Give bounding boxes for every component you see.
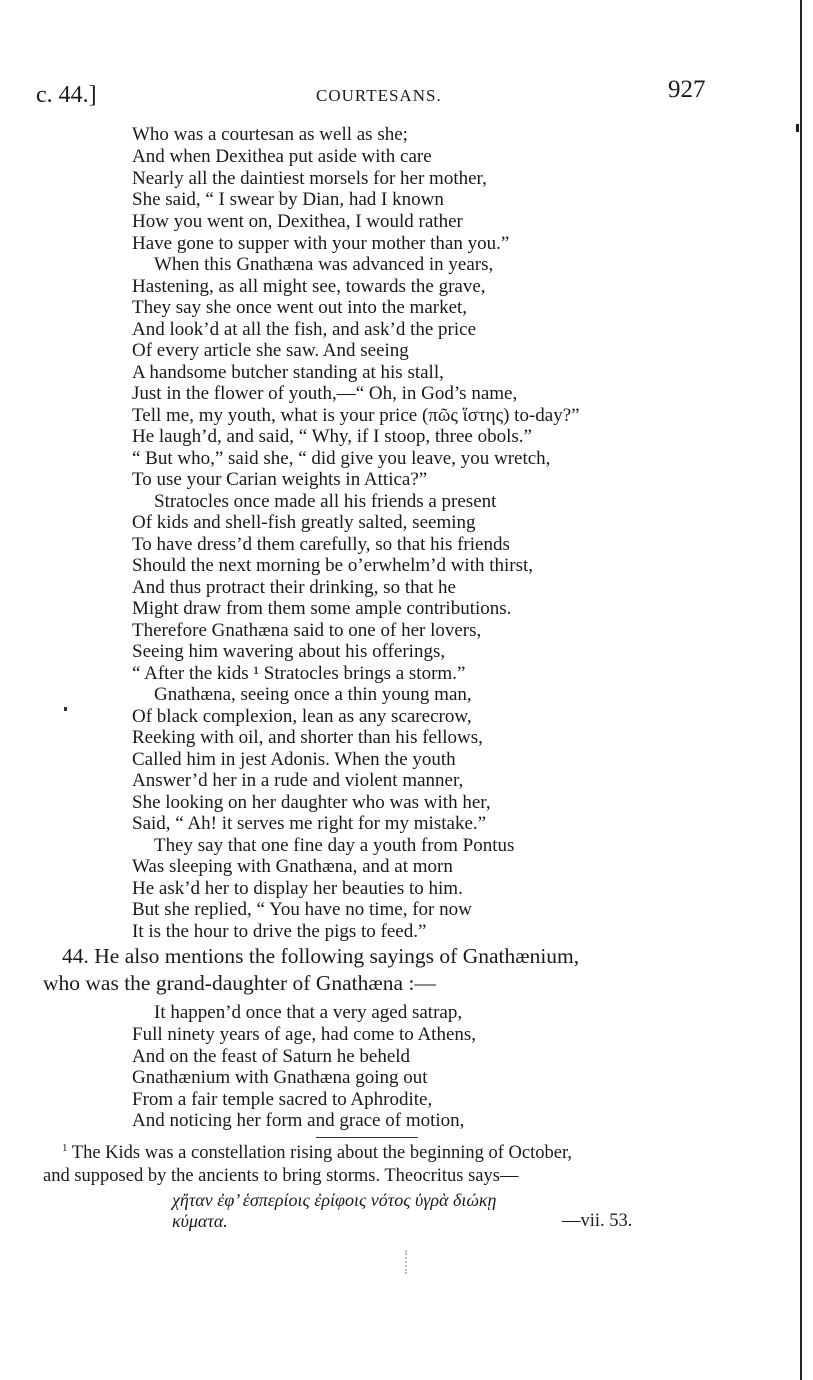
greek-quotation: χἤταν ἐφ’ ἑσπερίοις ἐρίφοις νότος ὑγρὰ διώκῃ <box>172 1190 497 1210</box>
verse-line: To have dress’d them carefully, so that his friends <box>132 534 510 555</box>
verse-line: When this Gnathæna was advanced in years, <box>154 254 494 275</box>
verse-line: Was sleeping with Gnathæna, and at morn <box>132 856 453 877</box>
chapter-reference: c. 44.] <box>36 82 97 108</box>
verse-line: A handsome butcher standing at his stall, <box>132 362 444 383</box>
running-header <box>0 78 813 108</box>
page-number: 927 <box>668 76 706 103</box>
page-edge-line <box>800 0 802 1380</box>
footnote-text: The Kids was a constellation rising about the beginning of October, <box>71 1143 572 1164</box>
verse-line: And noticing her form and grace of motion, <box>132 1110 465 1131</box>
verse-line: Just in the flower of youth,—“ Oh, in God’s name, <box>132 383 518 404</box>
verse-line: Gnathænium with Gnathæna going out <box>132 1067 428 1088</box>
verse-line: Seeing him wavering about his offerings, <box>132 641 446 662</box>
scan-artifact <box>405 1250 409 1274</box>
paragraph-line: 44. He also mentions the following sayings of Gnathænium, <box>62 944 580 968</box>
citation: —vii. 53. <box>562 1211 633 1231</box>
footnote-line: and supposed by the ancients to bring storms. Theocritus says— <box>43 1166 519 1186</box>
running-title: COURTESANS. <box>316 86 442 105</box>
footnote-rule <box>316 1137 418 1138</box>
verse-line: It is the hour to drive the pigs to feed.” <box>132 921 427 942</box>
verse-line: To use your Carian weights in Attica?” <box>132 469 428 490</box>
verse-line: Said, “ Ah! it serves me right for my mistake.” <box>132 813 487 834</box>
verse-line: Gnathæna, seeing once a thin young man, <box>154 684 472 705</box>
verse-line: Answer’d her in a rude and violent manner, <box>132 770 464 791</box>
verse-line: Of kids and shell-fish greatly salted, seeming <box>132 512 476 533</box>
verse-line: And thus protract their drinking, so that he <box>132 577 456 598</box>
greek-quotation: κύματα. <box>172 1211 228 1231</box>
verse-line: And look’d at all the fish, and ask’d the price <box>132 319 477 340</box>
verse-line: Hastening, as all might see, towards the grave, <box>132 276 486 297</box>
verse-line: Of black complexion, lean as any scarecrow, <box>132 706 472 727</box>
verse-line: How you went on, Dexithea, I would rather <box>132 211 463 232</box>
verse-line: Stratocles once made all his friends a present <box>154 491 497 512</box>
edge-mark <box>796 124 799 132</box>
verse-line: She looking on her daughter who was with her, <box>132 792 491 813</box>
verse-line: Have gone to supper with your mother than you.” <box>132 233 510 254</box>
verse-line: He laugh’d, and said, “ Why, if I stoop, three obols.” <box>132 426 532 447</box>
paragraph-line: who was the grand-daughter of Gnathæna :— <box>43 971 436 995</box>
verse-line: Should the next morning be o’erwhelm’d with thirst, <box>132 555 534 576</box>
verse-line: “ But who,” said she, “ did give you leave, you wretch, <box>132 448 551 469</box>
stray-mark <box>64 707 67 711</box>
verse-line: Tell me, my youth, what is your price (πῶς ἵστης) to-day?” <box>132 405 580 426</box>
footnote-line <box>62 1142 572 1164</box>
verse-line: Who was a courtesan as well as she; <box>132 124 408 145</box>
verse-line: Full ninety years of age, had come to Athens, <box>132 1024 477 1045</box>
verse-line: “ After the kids ¹ Stratocles brings a storm.” <box>132 663 466 684</box>
verse-line: Therefore Gnathæna said to one of her lovers, <box>132 620 482 641</box>
verse-line: They say that one fine day a youth from Pontus <box>154 835 515 856</box>
verse-line: Called him in jest Adonis. When the youth <box>132 749 456 770</box>
verse-line: They say she once went out into the market, <box>132 297 468 318</box>
verse-line: Reeking with oil, and shorter than his fellows, <box>132 727 483 748</box>
verse-line: Of every article she saw. And seeing <box>132 340 409 361</box>
verse-line: She said, “ I swear by Dian, had I known <box>132 189 444 210</box>
footnote-marker: 1 <box>62 1142 68 1154</box>
verse-line: It happen’d once that a very aged satrap, <box>154 1002 463 1023</box>
verse-line: Might draw from them some ample contributions. <box>132 598 512 619</box>
verse-line: But she replied, “ You have no time, for now <box>132 899 472 920</box>
verse-line: And on the feast of Saturn he beheld <box>132 1046 411 1067</box>
verse-line: Nearly all the daintiest morsels for her mother, <box>132 168 487 189</box>
verse-line: And when Dexithea put aside with care <box>132 146 432 167</box>
verse-line: From a fair temple sacred to Aphrodite, <box>132 1089 433 1110</box>
verse-line: He ask’d her to display her beauties to him. <box>132 878 463 899</box>
